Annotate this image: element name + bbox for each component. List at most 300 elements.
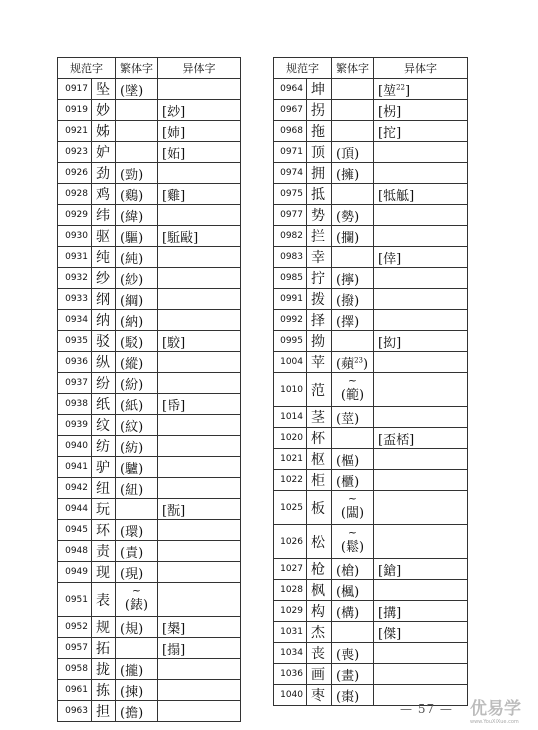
traditional-char xyxy=(116,79,158,100)
left-table-body xyxy=(58,79,241,722)
standard-char: 纷 xyxy=(92,373,116,394)
char-code: 0968 xyxy=(274,121,307,142)
traditional-char xyxy=(332,601,374,622)
table-row xyxy=(58,562,241,583)
char-code: 0939 xyxy=(58,415,92,436)
table-row xyxy=(58,184,241,205)
table-row xyxy=(274,559,468,580)
standard-char: 纸 xyxy=(92,394,116,415)
standard-char: 拗 xyxy=(307,331,332,352)
table-row xyxy=(58,331,241,352)
traditional-text: (揀) xyxy=(120,684,144,700)
char-code: 0923 xyxy=(58,142,92,163)
traditional-char xyxy=(332,373,374,407)
char-code: 0991 xyxy=(274,289,307,310)
table-row xyxy=(274,352,468,373)
variant-char xyxy=(158,499,241,520)
standard-char: 纲 xyxy=(92,289,116,310)
traditional-char xyxy=(116,701,158,722)
standard-char: 势 xyxy=(307,205,332,226)
char-code: 0961 xyxy=(58,680,92,701)
traditional-text: (構) xyxy=(336,605,360,621)
variant-char xyxy=(158,436,241,457)
table-row xyxy=(58,310,241,331)
standard-char: 拐 xyxy=(307,100,332,121)
char-code: 1020 xyxy=(274,428,307,449)
traditional-char xyxy=(332,622,374,643)
traditional-char xyxy=(116,226,158,247)
traditional-text: (攔) xyxy=(336,230,360,246)
traditional-text: (責) xyxy=(120,545,144,561)
variant-text: [盃桮] xyxy=(378,432,415,448)
char-code: 1026 xyxy=(274,525,307,559)
standard-char: 枣 xyxy=(307,685,332,706)
variant-text: [拕] xyxy=(378,125,402,141)
traditional-text: (墜) xyxy=(120,83,144,99)
table-row xyxy=(274,601,468,622)
traditional-char xyxy=(116,562,158,583)
standard-char: 姊 xyxy=(92,121,116,142)
char-code: 1021 xyxy=(274,449,307,470)
traditional-char xyxy=(332,559,374,580)
traditional-text: (納) xyxy=(120,314,144,330)
traditional-char xyxy=(116,415,158,436)
variant-char xyxy=(158,268,241,289)
standard-char: 杰 xyxy=(307,622,332,643)
traditional-text: (擇) xyxy=(336,314,360,330)
traditional-char xyxy=(116,499,158,520)
standard-char: 妙 xyxy=(92,100,116,121)
traditional-text: (紛) xyxy=(120,377,144,393)
char-code: 0931 xyxy=(58,247,92,268)
char-code: 0949 xyxy=(58,562,92,583)
standard-char: 松 xyxy=(307,525,332,559)
table-row xyxy=(58,541,241,562)
variant-char xyxy=(158,226,241,247)
header-standard: 规范字 xyxy=(274,58,332,79)
variant-char xyxy=(158,184,241,205)
char-code: 0974 xyxy=(274,163,307,184)
traditional-char xyxy=(116,638,158,659)
char-code: 0992 xyxy=(274,310,307,331)
standard-char: 纽 xyxy=(92,478,116,499)
traditional-char xyxy=(116,541,158,562)
variant-char xyxy=(158,142,241,163)
variant-char xyxy=(158,163,241,184)
variant-char xyxy=(374,331,468,352)
standard-char: 拓 xyxy=(92,638,116,659)
variant-char xyxy=(374,268,468,289)
traditional-text: (樞) xyxy=(336,453,360,469)
standard-char: 妒 xyxy=(92,142,116,163)
variant-char xyxy=(374,525,468,559)
variant-char xyxy=(158,457,241,478)
traditional-char xyxy=(116,520,158,541)
char-code: 1027 xyxy=(274,559,307,580)
traditional-text: (綱) xyxy=(120,293,144,309)
traditional-char xyxy=(116,457,158,478)
char-code: 0957 xyxy=(58,638,92,659)
char-code: 0917 xyxy=(58,79,92,100)
table-row xyxy=(274,331,468,352)
variant-char xyxy=(374,491,468,525)
char-code: 0930 xyxy=(58,226,92,247)
variant-char xyxy=(158,247,241,268)
table-row xyxy=(274,289,468,310)
variant-char xyxy=(158,289,241,310)
traditional-char xyxy=(116,394,158,415)
traditional-text: (擰) xyxy=(336,272,360,288)
table-row xyxy=(58,617,241,638)
char-code: 0963 xyxy=(58,701,92,722)
table-row xyxy=(58,638,241,659)
traditional-text: (現) xyxy=(120,566,144,582)
traditional-text: (緯) xyxy=(120,209,144,225)
variant-char xyxy=(374,121,468,142)
traditional-text: (撥) xyxy=(336,293,360,309)
standard-char: 纯 xyxy=(92,247,116,268)
traditional-text: (蘋 xyxy=(336,356,355,372)
variant-text: [帋] xyxy=(162,398,186,414)
table-row xyxy=(58,268,241,289)
tilde-mark: ~ xyxy=(347,526,358,539)
char-code: 1031 xyxy=(274,622,307,643)
traditional-char xyxy=(332,407,374,428)
variant-char xyxy=(374,289,468,310)
char-code: 0929 xyxy=(58,205,92,226)
traditional-text: (紙) xyxy=(120,398,144,414)
table-row xyxy=(274,184,468,205)
traditional-char xyxy=(116,331,158,352)
traditional-char xyxy=(116,268,158,289)
standard-char: 拨 xyxy=(307,289,332,310)
traditional-char xyxy=(116,478,158,499)
standard-char: 纺 xyxy=(92,436,116,457)
char-code: 0940 xyxy=(58,436,92,457)
variant-char xyxy=(158,541,241,562)
watermark-logo xyxy=(470,700,536,728)
header-traditional: 繁体字 xyxy=(116,58,158,79)
char-code: 0945 xyxy=(58,520,92,541)
variant-char xyxy=(158,205,241,226)
traditional-char xyxy=(116,184,158,205)
traditional-char xyxy=(116,436,158,457)
standard-char: 苹 xyxy=(307,352,332,373)
char-code: 1004 xyxy=(274,352,307,373)
traditional-char xyxy=(332,142,374,163)
traditional-text: (擁) xyxy=(336,167,360,183)
standard-char: 担 xyxy=(92,701,116,722)
variant-text: [搨] xyxy=(162,642,186,658)
table-row xyxy=(58,680,241,701)
variant-char xyxy=(374,559,468,580)
char-code: 0971 xyxy=(274,142,307,163)
traditional-char xyxy=(332,268,374,289)
char-code: 1029 xyxy=(274,601,307,622)
standard-char: 范 xyxy=(307,373,332,407)
right-char-table xyxy=(273,57,468,706)
char-code: 1025 xyxy=(274,491,307,525)
variant-char xyxy=(374,622,468,643)
table-row xyxy=(274,142,468,163)
traditional-char xyxy=(116,247,158,268)
variant-text: [牴觝] xyxy=(378,188,415,204)
traditional-char xyxy=(332,428,374,449)
char-code: 0975 xyxy=(274,184,307,205)
char-code: 1034 xyxy=(274,643,307,664)
variant-text: [倖] xyxy=(378,251,402,267)
table-row xyxy=(58,289,241,310)
traditional-char xyxy=(332,580,374,601)
standard-char: 茎 xyxy=(307,407,332,428)
char-code: 0928 xyxy=(58,184,92,205)
table-row xyxy=(274,310,468,331)
variant-text: [翫] xyxy=(162,503,186,519)
variant-text: [柺] xyxy=(378,104,402,120)
standard-char: 拖 xyxy=(307,121,332,142)
traditional-char xyxy=(332,247,374,268)
standard-char: 拧 xyxy=(307,268,332,289)
traditional-text: (規) xyxy=(120,621,144,637)
table-row xyxy=(274,664,468,685)
char-code: 1014 xyxy=(274,407,307,428)
char-code: 0952 xyxy=(58,617,92,638)
char-code: 1022 xyxy=(274,470,307,491)
table-row xyxy=(58,226,241,247)
watermark-text: 优易学 xyxy=(470,699,521,719)
table-row xyxy=(274,622,468,643)
traditional-text: (範) xyxy=(340,388,365,403)
table-row xyxy=(274,470,468,491)
traditional-char xyxy=(332,79,374,100)
standard-char: 杯 xyxy=(307,428,332,449)
table-row xyxy=(274,643,468,664)
standard-char: 顶 xyxy=(307,142,332,163)
standard-char: 拢 xyxy=(92,659,116,680)
table-row xyxy=(58,478,241,499)
variant-text: [堃 xyxy=(378,83,397,99)
variant-char xyxy=(374,580,468,601)
traditional-char xyxy=(332,205,374,226)
header-row xyxy=(58,58,241,79)
header-row xyxy=(274,58,468,79)
table-row xyxy=(58,436,241,457)
traditional-char xyxy=(332,121,374,142)
char-code: 1040 xyxy=(274,685,307,706)
table-row xyxy=(274,491,468,525)
table-row xyxy=(274,121,468,142)
traditional-char xyxy=(116,617,158,638)
table-row xyxy=(58,163,241,184)
variant-text: [姉] xyxy=(162,125,186,141)
traditional-char xyxy=(332,643,374,664)
char-code: 0983 xyxy=(274,247,307,268)
char-code: 0926 xyxy=(58,163,92,184)
traditional-text: (攏) xyxy=(120,663,144,679)
traditional-text: (擔) xyxy=(120,705,144,721)
traditional-text: (駁) xyxy=(120,335,144,351)
char-code: 0936 xyxy=(58,352,92,373)
variant-char xyxy=(374,449,468,470)
traditional-char xyxy=(116,100,158,121)
tilde-mark: ~ xyxy=(347,374,358,387)
variant-char xyxy=(158,121,241,142)
standard-char: 驴 xyxy=(92,457,116,478)
char-code: 0934 xyxy=(58,310,92,331)
standard-char: 构 xyxy=(307,601,332,622)
char-code: 0942 xyxy=(58,478,92,499)
header-variant: 异体字 xyxy=(158,58,241,79)
table-row xyxy=(58,701,241,722)
variant-text: [搆] xyxy=(378,605,402,621)
table-row xyxy=(58,394,241,415)
variant-char xyxy=(158,394,241,415)
variant-char xyxy=(374,373,468,407)
char-code: 1036 xyxy=(274,664,307,685)
table-row xyxy=(274,373,468,407)
standard-char: 枫 xyxy=(307,580,332,601)
traditional-text: (槍) xyxy=(336,563,360,579)
char-code: 1028 xyxy=(274,580,307,601)
watermark-url: www.YouXiXue.com xyxy=(470,719,519,725)
variant-char xyxy=(374,100,468,121)
variant-char xyxy=(374,205,468,226)
variant-char xyxy=(158,352,241,373)
variant-char xyxy=(374,247,468,268)
table-row xyxy=(274,226,468,247)
traditional-char xyxy=(332,184,374,205)
standard-char: 抵 xyxy=(307,184,332,205)
table-row xyxy=(274,79,468,100)
traditional-char xyxy=(116,310,158,331)
traditional-char xyxy=(332,100,374,121)
char-code: 0919 xyxy=(58,100,92,121)
right-table-body xyxy=(274,79,468,706)
standard-char: 枪 xyxy=(307,559,332,580)
variant-char xyxy=(158,680,241,701)
char-code: 0948 xyxy=(58,541,92,562)
standard-char: 幸 xyxy=(307,247,332,268)
standard-char: 鸡 xyxy=(92,184,116,205)
header-standard: 规范字 xyxy=(58,58,116,79)
traditional-text: (驢) xyxy=(120,461,144,477)
char-code: 0958 xyxy=(58,659,92,680)
traditional-char xyxy=(332,289,374,310)
traditional-char xyxy=(116,680,158,701)
traditional-text: (驅) xyxy=(120,230,144,246)
tilde-mark: ~ xyxy=(131,584,142,597)
table-row xyxy=(58,352,241,373)
traditional-text: (櫃) xyxy=(336,474,360,490)
traditional-text: (鬆) xyxy=(340,540,365,555)
traditional-char xyxy=(116,373,158,394)
variant-text: [玅] xyxy=(162,104,186,120)
table-row xyxy=(274,407,468,428)
traditional-text: (紗) xyxy=(120,272,144,288)
traditional-text: (勢) xyxy=(336,209,360,225)
char-code: 0941 xyxy=(58,457,92,478)
standard-char: 责 xyxy=(92,541,116,562)
table-row xyxy=(58,583,241,617)
table-row xyxy=(274,163,468,184)
variant-char xyxy=(374,407,468,428)
variant-char xyxy=(158,520,241,541)
variant-char xyxy=(374,643,468,664)
standard-char: 拥 xyxy=(307,163,332,184)
standard-char: 择 xyxy=(307,310,332,331)
traditional-char xyxy=(116,205,158,226)
traditional-char xyxy=(116,163,158,184)
char-code: 1010 xyxy=(274,373,307,407)
standard-char: 拣 xyxy=(92,680,116,701)
standard-char: 规 xyxy=(92,617,116,638)
variant-char xyxy=(374,428,468,449)
char-code: 0995 xyxy=(274,331,307,352)
traditional-char xyxy=(332,664,374,685)
standard-char: 纬 xyxy=(92,205,116,226)
standard-char: 表 xyxy=(92,583,116,617)
char-code: 0982 xyxy=(274,226,307,247)
traditional-char xyxy=(116,289,158,310)
traditional-text: (畫) xyxy=(336,668,360,684)
char-code: 0932 xyxy=(58,268,92,289)
footnote-ref: 22 xyxy=(396,83,405,92)
variant-char xyxy=(374,601,468,622)
standard-char: 画 xyxy=(307,664,332,685)
standard-char: 驱 xyxy=(92,226,116,247)
char-code: 0938 xyxy=(58,394,92,415)
table-row xyxy=(274,580,468,601)
table-row xyxy=(274,100,468,121)
variant-text-end: ] xyxy=(405,83,411,99)
standard-char: 坤 xyxy=(307,79,332,100)
standard-char: 枢 xyxy=(307,449,332,470)
standard-char: 纳 xyxy=(92,310,116,331)
variant-text: [鎗] xyxy=(378,563,402,579)
traditional-text: (錶) xyxy=(124,598,149,613)
traditional-text: (純) xyxy=(120,251,144,267)
standard-char: 纹 xyxy=(92,415,116,436)
traditional-text-end: ) xyxy=(363,356,369,372)
tilde-mark: ~ xyxy=(347,492,358,505)
traditional-text: (縱) xyxy=(120,356,144,372)
traditional-char xyxy=(332,352,374,373)
variant-text: [抝] xyxy=(378,335,402,351)
variant-char xyxy=(158,659,241,680)
traditional-char xyxy=(116,352,158,373)
variant-char xyxy=(158,478,241,499)
variant-char xyxy=(158,331,241,352)
table-row xyxy=(58,79,241,100)
char-code: 0935 xyxy=(58,331,92,352)
variant-char xyxy=(158,79,241,100)
traditional-char xyxy=(116,121,158,142)
traditional-char xyxy=(116,142,158,163)
variant-text: [駈敺] xyxy=(162,230,199,246)
variant-char xyxy=(374,163,468,184)
traditional-char xyxy=(332,525,374,559)
variant-char xyxy=(374,664,468,685)
char-code: 0944 xyxy=(58,499,92,520)
standard-char: 坠 xyxy=(92,79,116,100)
traditional-text: (闆) xyxy=(340,506,365,521)
table-row xyxy=(274,268,468,289)
char-code: 0977 xyxy=(274,205,307,226)
standard-char: 纵 xyxy=(92,352,116,373)
traditional-text: (紋) xyxy=(120,419,144,435)
char-code: 0967 xyxy=(274,100,307,121)
traditional-char xyxy=(116,583,158,617)
